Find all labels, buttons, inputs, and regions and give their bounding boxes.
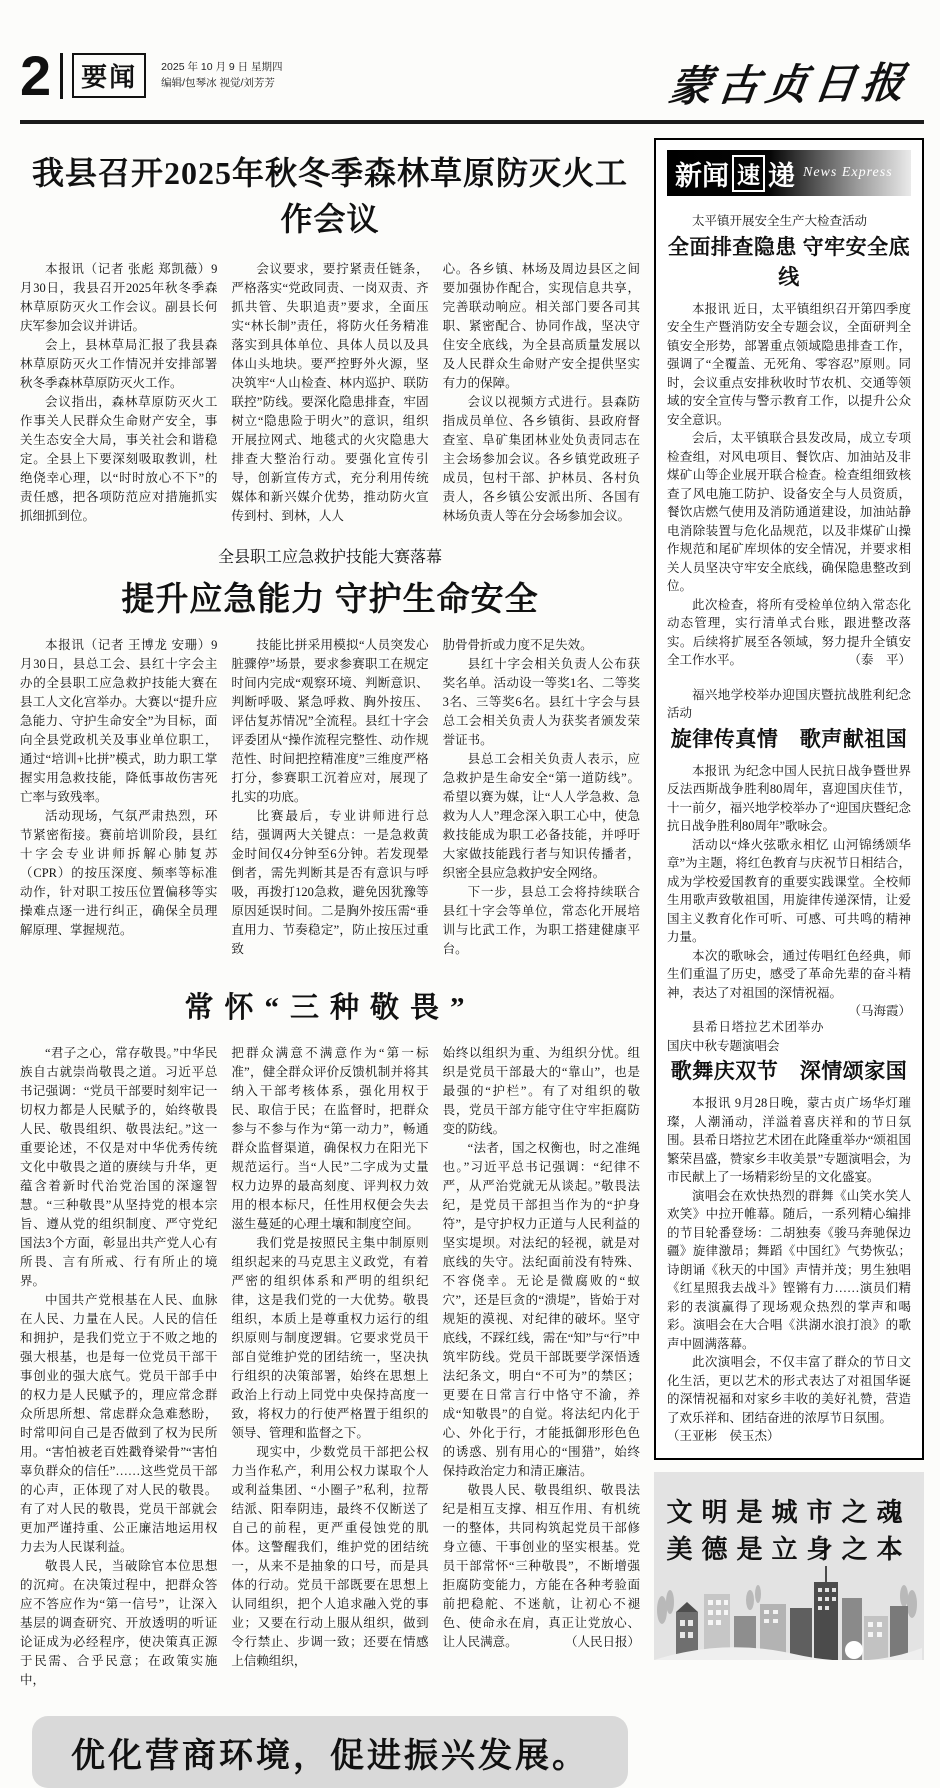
paragraph: 下一步，县总工会将持续联合县红十字会等单位，常态化开展培训与比武工作，为职工搭建健康平台。 bbox=[442, 885, 640, 956]
article1-col1 bbox=[20, 260, 217, 526]
civility-line2: 美德是立身之本 bbox=[666, 1534, 912, 1565]
editor-line: 编辑/包琴冰 视觉/刘芳芳 bbox=[161, 76, 275, 89]
paragraph bbox=[667, 947, 911, 1018]
article3-col1 bbox=[20, 1044, 217, 1690]
article2-col3 bbox=[443, 636, 640, 959]
article1-body bbox=[20, 260, 640, 526]
paragraph: 本报讯（记者 张彪 郑凯薇）9月30日，我县召开2025年秋冬季森林草原防灭火工作会议。副县长何庆军参加会议并讲话。 bbox=[20, 262, 218, 333]
news-express-box bbox=[654, 138, 924, 1460]
logo-text-english: News Express bbox=[803, 165, 893, 180]
logo-text-di: 递 bbox=[768, 160, 795, 191]
masthead-rule bbox=[20, 120, 924, 124]
paragraph: 会议要求，要拧紧责任链条，严格落实“党政同责、一岗双责、齐抓共管、失职追责”要求，全面压实“林长制”责任，将防火任务精准落实到具体单位、具体人员以及具体山头地块。要严控野外火源，坚决筑牢“人山检查、林内巡护、联防联控”防线。要深化隐患排查，牢固树立“隐患险于明火”的意识，组织开展拉网式、地毯式的火灾隐患大排查大整治行动。要强化宣传引导，创新宣传方式，充分利用传统媒体和新兴媒介优势，推动防火宣传到村、到林，人人 bbox=[231, 262, 429, 523]
article3-col3 bbox=[443, 1044, 640, 1690]
civility-ad-text bbox=[654, 1472, 924, 1569]
section-title: 要闻 bbox=[72, 53, 146, 98]
article-three-reverences bbox=[20, 985, 640, 1690]
paragraph: 本报讯（记者 王博龙 安珊）9月30日，县总工会、县红十字会主办的全县职工应急救护技能大赛在县工人文化宫举办。大赛以“提升应急能力、守护生命安全”为目标，面向全县党政机关及事业单位职工，通过“培训+比拼”模式，助力职工掌握实用急救技能，降低事故伤害死亡率与致残率。 bbox=[20, 638, 218, 804]
paragraph: 我们党是按照民主集中制原则组织起来的马克思主义政党，有着严密的组织体系和严明的组织纪律，这是我们党的一大优势。敬畏组织，本质上是尊重权力运行的组织原则与制度逻辑。它要求党员干部自觉维护党的团结统一，坚决执行组织的决策部署，始终在思想上政治上行动上同党中央保持高度一致，将权力的行使严格置于组织的领导、管理和监督之下。 bbox=[231, 1236, 429, 1440]
paragraph: “法者，国之权衡也，时之准绳也。”习近平总书记强调：“纪律不严，从严治党就无从谈起。”敬畏法纪，是党员干部担当作为的“护身符”，是守护权力正道与人民利益的坚实堤坝。对法纪的轻视，就是对底线的失守。法纪面前没有特殊、不容侥幸。无论是微腐败的“蚁穴”，还是巨贪的“溃堤”，皆始于对规矩的漠视、对纪律的破坏。坚守底线，不踩红线，需在“知”与“行”中筑牢防线。党员干部既要学深悟透法纪条文，明白“不可为”的禁区；更要在日常言行中恪守不渝，养成“知敬畏”的自觉。将法纪内化于心、外化于行，才能抵御形形色色的诱惑、别有用心的“围猎”，始终保持政治定力和清正廉洁。 bbox=[442, 1141, 640, 1478]
paragraph: 会议以视频方式进行。县森防指成员单位、各乡镇街、县政府督查室、阜矿集团林业处负责同志在主会场参加会议。各乡镇党政班子成员，包村干部、护林员、各村负责人，各乡镇公安派出所、各国有林场负责人等在分会场参加会议。 bbox=[442, 395, 640, 523]
sidebar-headline: 旋律传真情 歌声献祖国 bbox=[670, 726, 908, 751]
news-express-logo bbox=[667, 150, 911, 196]
paragraph: “君子之心，常存敬畏。”中华民族自古就崇尚敬畏之道。习近平总书记强调：“党员干部要时刻牢记一切权力都是人民赋予的，始终敬畏人民、敬畏组织、敬畏法纪。”这一重要论述，不仅是对中华优秀传统文化中敬畏之道的赓续与升华，更蕴含着新时代治党治国的深邃智慧。“三种敬畏”从坚持党的根本宗旨、遵从党的组织制度、严守党纪国法3个方面，彰显出共产党人心有所畏、言有所戒、行有所止的境界。 bbox=[20, 1046, 218, 1288]
article2-kicker: 全县职工应急救护技能大赛落幕 bbox=[217, 549, 442, 566]
sidebar-headline: 全面排查隐患 守牢安全底线 bbox=[667, 234, 911, 289]
paragraph: 本报讯 近日，太平镇组织召开第四季度安全生产暨消防安全专题会议，全面研判全镇安全形势，部署重点领域隐患排查工作，强调了“全覆盖、无死角、零容忍”原则。同时，会议重点安排秋收时节农机、交通等领域的安全宣传与警示教育工作，以提升公众安全意识。 bbox=[667, 301, 911, 427]
paragraph: 比赛最后，专业讲师进行总结，强调两大关键点：一是急救黄金时间仅4分钟至6分钟。若发现晕倒者，需先判断其是否有意识与呼吸，再拨打120急救，避免因犹豫等原因延误时间。二是胸外按压需“垂直用力、节奏稳定”，防止按压过重致 bbox=[231, 809, 429, 956]
paper-name: 蒙古贞日报 bbox=[666, 60, 913, 112]
logo-text-su: 速 bbox=[732, 155, 765, 192]
civility-line1: 文明是城市之魂 bbox=[666, 1496, 912, 1527]
city-skyline-illustration bbox=[654, 1564, 922, 1660]
paragraph: 中国共产党根基在人民、血脉在人民、力量在人民。人民的信任和拥护，是我们党立于不败之地的强大根基，也是每一位党员干部干事创业的强大底气。党员干部手中的权力是人民赋予的，理应常念群众所思所想、常虑群众急难愁盼，时常叩问自己是否做到了权为民所用。“害怕被老百姓戳脊梁骨”“害怕辜负群众的信任”……这些党员干部的心声，正体现了对人民的敬畏。有了对人民的敬畏，党员干部就会更加严谨持重、公正廉洁地运用权力去为人民谋利益。 bbox=[20, 1293, 218, 1554]
masthead-meta bbox=[161, 60, 282, 92]
article3-headline: 常怀“三种敬畏” bbox=[184, 992, 476, 1024]
sidebar-kicker: 县希日塔拉艺术团举办国庆中秋专题演唱会 bbox=[667, 1020, 824, 1053]
sidebar-article-safety-inspection bbox=[667, 212, 911, 670]
paragraph-text: 本次的歌咏会，通过传唱红色经典，师生们重温了历史，感受了革命先辈的奋斗精神，表达了对祖国的深情祝福。 bbox=[667, 948, 911, 1000]
paragraph: 演唱会在欢快热烈的群舞《山笑水笑人欢笑》中拉开帷幕。随后，一系列精心编排的节目轮番登场：二胡独奏《骏马奔驰保边疆》旋律激昂；舞蹈《中国红》气势恢弘；诗朗诵《秋天的中国》声情并茂；男生独唱《红星照我去战斗》铿锵有力……演员们精彩的表演赢得了现场观众热烈的掌声和喝彩。演唱会在大合唱《洪湖水浪打浪》的歌声中圆满落幕。 bbox=[667, 1188, 911, 1351]
article2-col2 bbox=[231, 636, 428, 959]
paragraph: 心。各乡镇、林场及周边县区之间要加强协作配合，实现信息共享，完善联动响应。相关部门要各司其职、紧密配合、协同作战，坚决守住安全底线，为全县高质量发展以及人民群众生命财产安全提供坚实有力的保障。 bbox=[442, 262, 640, 390]
article1-col2 bbox=[231, 260, 428, 526]
masthead-divider bbox=[60, 53, 63, 99]
paragraph: 敬畏人民，当破除官本位思想的沉疴。在决策过程中，把群众答应不答应作为“第一信号”，让深入基层的调查研究、开放透明的听证论证成为必经程序，使决策真正源于民需、合乎民意；在政策实施中， bbox=[20, 1559, 218, 1687]
article-fire-prevention bbox=[20, 148, 640, 526]
article3-col2 bbox=[231, 1044, 428, 1690]
paragraph: 本报讯 9月28日晚，蒙古贞广场华灯璀璨，人潮涌动，洋溢着喜庆祥和的节日氛围。县希日塔拉艺术团在此隆重举办“颂祖国繁荣昌盛，赞家乡丰收美景”专题演唱会，为市民献上了一场精彩纷呈的文化盛宴。 bbox=[667, 1096, 911, 1184]
sidebar-kicker: 太平镇开展安全生产大检查活动 bbox=[692, 214, 868, 228]
paragraph: 技能比拼采用模拟“人员突发心脏骤停”场景，要求参赛职工在规定时间内完成“观察环境、判断意识、判断呼吸、紧急呼救、胸外按压、评估复苏情况”全流程。县红十字会评委团从“操作流程完整性、动作规范性、时间把控精准度”三维度严格打分，参赛职工沉着应对，展现了扎实的功底。 bbox=[231, 638, 429, 804]
paragraph: 活动现场，气氛严肃热烈，环节紧密衔接。赛前培训阶段，县红十字会专业讲师拆解心肺复苏（CPR）的按压深度、频率等标准动作，针对职工按压位置偏移等实操难点逐一进行纠正，确保全员理解原理、掌握规范。 bbox=[20, 809, 218, 937]
article2-headline: 提升应急能力 守护生命安全 bbox=[121, 582, 539, 618]
masthead bbox=[20, 44, 924, 112]
date-line: 2025 年 10 月 9 日 星期四 bbox=[161, 61, 283, 74]
article-first-aid-contest bbox=[20, 544, 640, 959]
paragraph-text: 此次检查，将所有受检单位纳入常态化动态管理，实行清单式台账，跟进整改落实。后续将扩展至各领域，努力提升全镇安全工作水平。 bbox=[667, 597, 911, 667]
article1-headline: 我县召开2025年秋冬季森林草原防灭火工作会议 bbox=[31, 155, 628, 237]
paragraph: 把群众满意不满意作为“第一标准”，健全群众评价反馈机制并将其纳入干部考核体系，强化用权于民、取信于民；在监督时，把群众参与不参与作为“第一动力”，畅通群众监督渠道，确保权力在阳光下规范运行。当“人民”二字成为丈量权力边界的最高刻度、评判权力效用的根本标尺，任性用权便会失去滋生蔓延的心理土壤和制度空间。 bbox=[231, 1046, 429, 1231]
sidebar-column bbox=[654, 138, 924, 1788]
logo-text-xinwen: 新闻 bbox=[675, 160, 729, 191]
paragraph: 现实中，少数党员干部把公权力当作私产，利用公权力谋取个人或利益集团、“小圈子”私利，拉帮结派、阳奉阴违，最终不仅断送了自己的前程，更严重侵蚀党的肌体。这警醒我们，维护党的团结统一，从来不是抽象的口号，而是具体的行动。党员干部既要在思想上认同组织，把个人追求融入党的事业；又要在行动上服从组织，做到令行禁止、步调一致；还要在情感上信赖组织， bbox=[231, 1445, 429, 1668]
paragraph bbox=[667, 596, 911, 670]
left-articles bbox=[20, 138, 640, 1788]
sidebar-article-school-chorus bbox=[667, 686, 911, 1018]
article2-body bbox=[20, 636, 640, 959]
paragraph: 县红十字会相关负责人公布获奖名单。活动设一等奖1名、二等奖3名、三等奖6名。县红十字会与县总工会相关负责人为获奖者颁发荣誉证书。 bbox=[442, 657, 640, 747]
civility-ad bbox=[654, 1472, 924, 1660]
article3-byline: （人民日报） bbox=[564, 1635, 640, 1649]
paragraph bbox=[443, 1481, 640, 1652]
sidebar-article-concert bbox=[667, 1018, 911, 1446]
paragraph: 会上，县林草局汇报了我县森林草原防灭火工作情况并安排部署秋冬季森林草原防灭火工作。 bbox=[20, 338, 218, 390]
paragraph: 本报讯 为纪念中国人民抗日战争暨世界反法西斯战争胜利80周年，喜迎国庆佳节，十一前夕，福兴地学校举办了“迎国庆暨纪念抗日战争胜利80周年”歌咏会。 bbox=[667, 763, 911, 833]
business-environment-banner: 优化营商环境，促进振兴发展。 bbox=[32, 1716, 628, 1788]
article2-col1 bbox=[20, 636, 217, 959]
sidebar-author: （王亚彬 侯玉杰） bbox=[667, 1429, 780, 1443]
page-number: 2 bbox=[20, 44, 52, 107]
paragraph: 肋骨骨折或力度不足失效。 bbox=[442, 638, 593, 652]
sidebar-author: （泰 平） bbox=[848, 653, 911, 667]
article3-body bbox=[20, 1044, 640, 1690]
sidebar-author: （马海霞） bbox=[848, 1004, 911, 1018]
paragraph: 县总工会相关负责人表示，应急救护是生命安全“第一道防线”。希望以赛为媒，让“人人学急救、急救为人人”理念深入职工心中，使急救技能成为职工必备技能，并呼吁大家做技能践行者与知识传播者，织密全县应急救护安全网络。 bbox=[442, 752, 640, 880]
paragraph: 此次演唱会，不仅丰富了群众的节日文化生活，更以艺术的形式表达了对祖国华诞的深情祝福和对家乡丰收的美好礼赞，营造了欢乐祥和、团结奋进的浓厚节日氛围。 bbox=[667, 1355, 911, 1425]
paragraph: 活动以“烽火弦歌永相忆 山河锦绣颂华章”为主题，将红色教育与庆祝节日相结合，成为学校爱国教育的重要实践课堂。全校师生用歌声致敬祖国，用旋律传递深情，让爱国主义教育化作可听、可感、可共鸣的精神力量。 bbox=[667, 837, 911, 944]
paragraph: 会后，太平镇联合县发改局，成立专项检查组，对风电项目、餐饮店、加油站及非煤矿山等企业展开联合检查。检查组细致核查了风电施工防护、设备安全与人员资质，餐饮店燃气使用及消防通道建设，加油站静电消除装置与危化品规范，以及非煤矿山操作规范和尾矿库坝体的安全情况，并要求相关人员坚决守牢安全底线，确保隐患整改到位。 bbox=[667, 431, 911, 593]
paragraph: 会议指出，森林草原防灭火工作事关人民群众生命财产安全，事关生态安全大局，事关社会和谐稳定。全县上下要深刻吸取教训，杜绝侥幸心理，以“时时放心不下”的责任感，把各项防范应对措施抓实抓细抓到位。 bbox=[20, 395, 218, 523]
sidebar-headline: 歌舞庆双节 深情颂家国 bbox=[670, 1059, 908, 1083]
article1-col3 bbox=[443, 260, 640, 526]
sidebar-kicker: 福兴地学校举办迎国庆暨抗战胜利纪念活动 bbox=[667, 687, 911, 720]
paragraph: 始终以组织为重、为组织分忧。组织是党员干部最大的“靠山”，也是最强的“护栏”。有了对组织的敬畏，党员干部方能守住守牢拒腐防变的防线。 bbox=[442, 1046, 640, 1136]
paragraph-text: 敬畏人民、敬畏组织、敬畏法纪是相互支撑、相互作用、有机统一的整体，共同构筑起党员干部修身立德、干事创业的坚实根基。党员干部常怀“三种敬畏”，不断增强拒腐防变能力，方能在各种考验面前把稳舵、不迷航，让初心不褪色、使命永在肩，真正让党放心、让人民满意。 bbox=[442, 1483, 640, 1649]
